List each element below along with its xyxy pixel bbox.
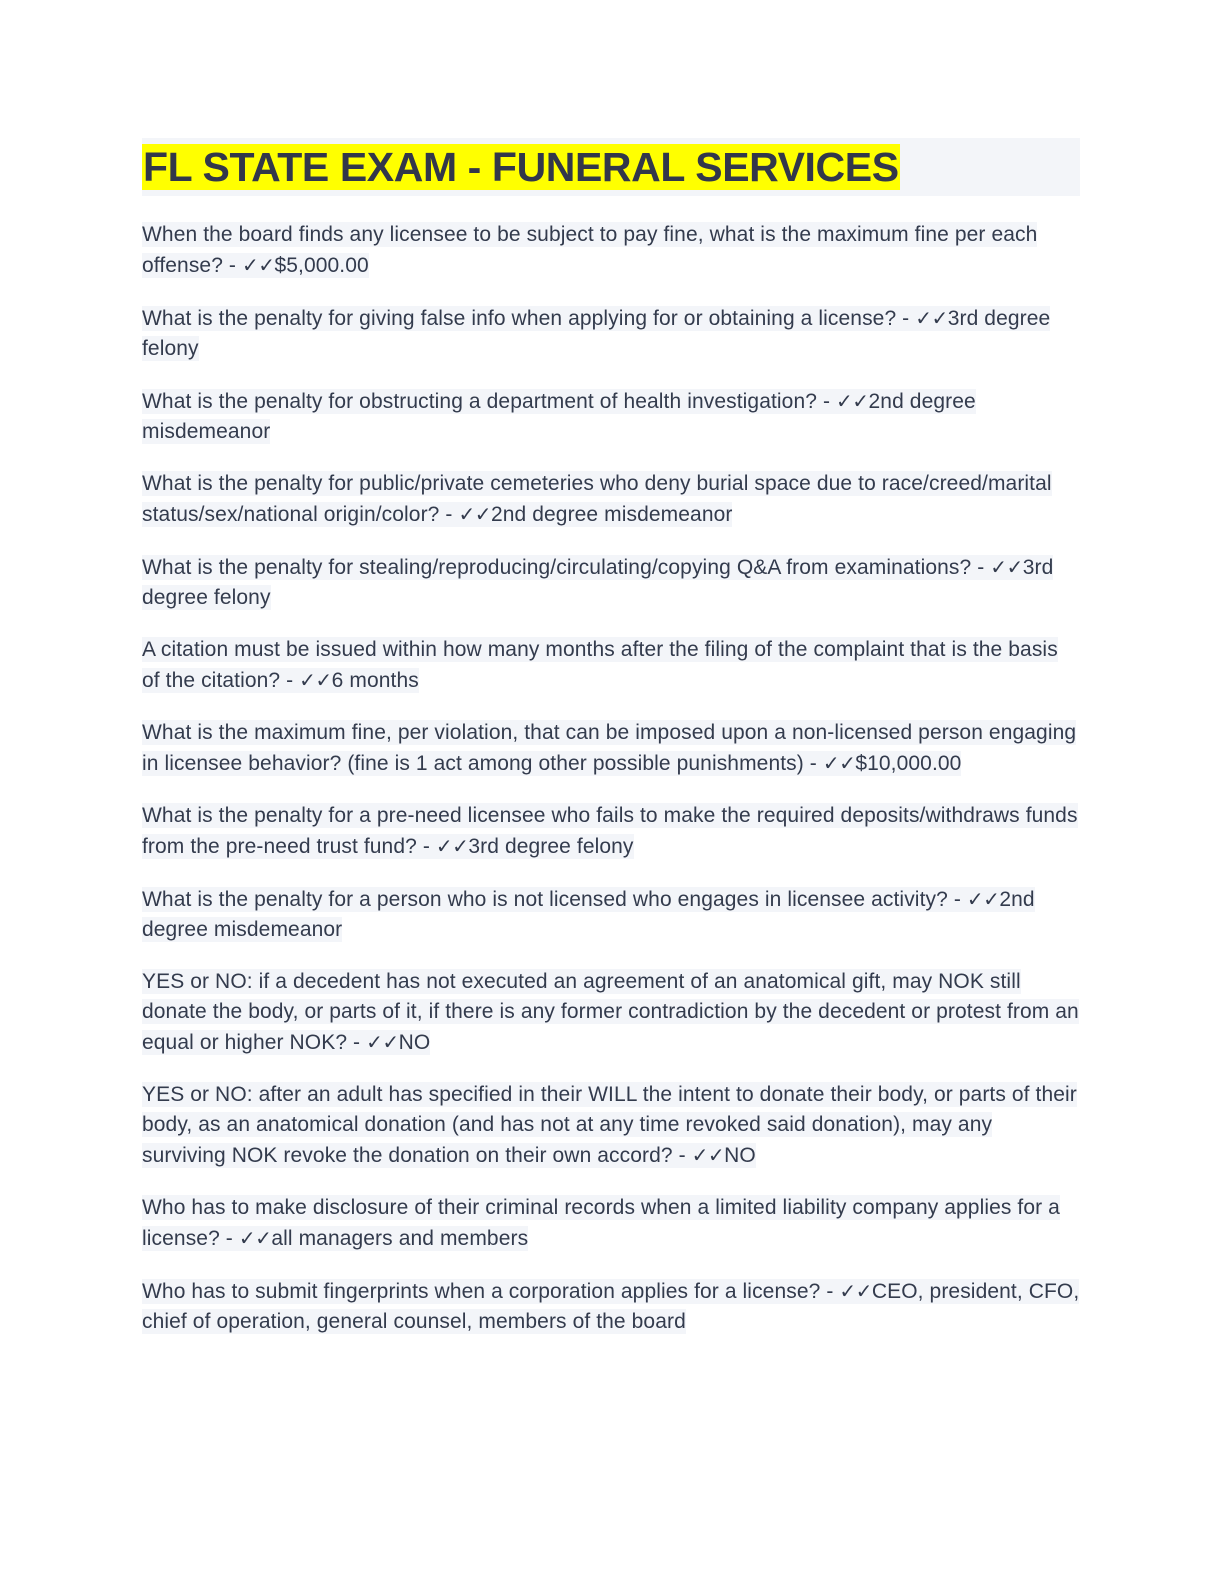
check-mark-icon: ✓✓ [241,253,275,278]
qa-block [142,469,1080,530]
qa-block [142,552,1080,613]
qa-question: What is the penalty for obstructing a department of health investigation? - [142,390,836,414]
qa-question: What is the penalty for a person who is not licensed who engages in licensee activity? - [142,888,967,912]
qa-question: YES or NO: if a decedent has not executed an agreement of an anatomical gift, may NOK still donate the body, or parts of it, if there is any former contradiction by the decedent or protest from an equal or higher NOK? - [142,970,1079,1055]
qa-list [142,220,1080,1337]
qa-text [142,887,1035,942]
qa-answer: 2nd degree misdemeanor [142,888,1035,942]
qa-block [142,220,1080,281]
qa-question: What is the penalty for public/private cemeteries who deny burial space due to race/creed/marital status/sex/national origin/color? - [142,472,1052,527]
check-mark-icon: ✓✓ [238,1226,272,1251]
qa-text [142,637,1058,693]
qa-answer: $5,000.00 [274,254,369,278]
qa-answer: 6 months [331,669,419,693]
document-body [142,138,1080,1337]
qa-text [142,222,1037,278]
qa-text [142,555,1053,610]
qa-block [142,1276,1080,1337]
qa-block [142,386,1080,447]
qa-answer: 2nd degree misdemeanor [142,390,976,444]
qa-text [142,803,1078,859]
qa-text [142,471,1052,527]
qa-text [142,389,976,444]
qa-answer: all managers and members [271,1227,529,1251]
qa-answer: 3rd degree felony [142,307,1051,361]
check-mark-icon: ✓✓ [822,751,856,776]
qa-question: What is the penalty for giving false info when applying for or obtaining a license? - [142,307,916,331]
qa-question: What is the maximum fine, per violation, that can be imposed upon a non-licensed person engaging in licensee behavior? (fine is 1 act among other possible punishments) - [142,721,1077,776]
qa-block [142,1080,1080,1171]
qa-answer: 2nd degree misdemeanor [490,503,733,527]
qa-block [142,801,1080,862]
qa-answer: 3rd degree felony [142,556,1054,610]
qa-answer: $10,000.00 [855,752,962,776]
page-title-text: FL STATE EXAM - FUNERAL SERVICES [143,144,899,190]
qa-question: What is the penalty for stealing/reproducing/circulating/copying Q&A from examinations? - [142,556,991,580]
qa-question: Who has to make disclosure of their criminal records when a limited liability company applies for a license? - [142,1196,1060,1251]
qa-question: A citation must be issued within how many months after the filing of the complaint that is the basis of the citation? - [142,638,1058,693]
check-mark-icon: ✓✓ [435,834,469,859]
qa-block [142,635,1080,696]
qa-block [142,967,1080,1058]
qa-text [142,720,1076,776]
check-mark-icon: ✓✓ [990,555,1023,580]
qa-answer: NO [724,1144,756,1168]
qa-question: When the board finds any licensee to be subject to pay fine, what is the maximum fine per each offense? - [142,223,1038,278]
qa-answer: 3rd degree felony [468,835,634,859]
check-mark-icon: ✓✓ [836,389,869,414]
check-mark-icon: ✓✓ [366,1030,399,1055]
check-mark-icon: ✓✓ [458,502,491,527]
qa-text [142,1195,1060,1251]
qa-answer: CEO, president, CFO, chief of operation, general counsel, members of the board [142,1280,1080,1334]
qa-text [142,969,1079,1055]
page-title [142,138,1080,196]
qa-block [142,718,1080,779]
qa-answer: NO [398,1031,431,1055]
check-mark-icon: ✓✓ [691,1143,725,1168]
qa-question: Who has to submit fingerprints when a corporation applies for a license? - [142,1280,840,1304]
qa-block [142,884,1080,945]
check-mark-icon: ✓✓ [915,306,948,331]
qa-block [142,303,1080,364]
qa-text [142,1082,1077,1168]
qa-question: YES or NO: after an adult has specified in their WILL the intent to donate their body, or parts of their body, as an anatomical donation (and has not at any time revoked said donation), may any surviving NOK revoke the donation on their own accord? - [142,1083,1077,1168]
qa-question: What is the penalty for a pre-need licensee who fails to make the required deposits/withdraws funds from the pre-need trust fund? - [142,804,1078,859]
check-mark-icon: ✓✓ [839,1279,872,1304]
check-mark-icon: ✓✓ [966,887,1000,912]
qa-text [142,306,1050,361]
qa-block [142,1193,1080,1254]
qa-text [142,1279,1079,1334]
check-mark-icon: ✓✓ [299,668,332,693]
